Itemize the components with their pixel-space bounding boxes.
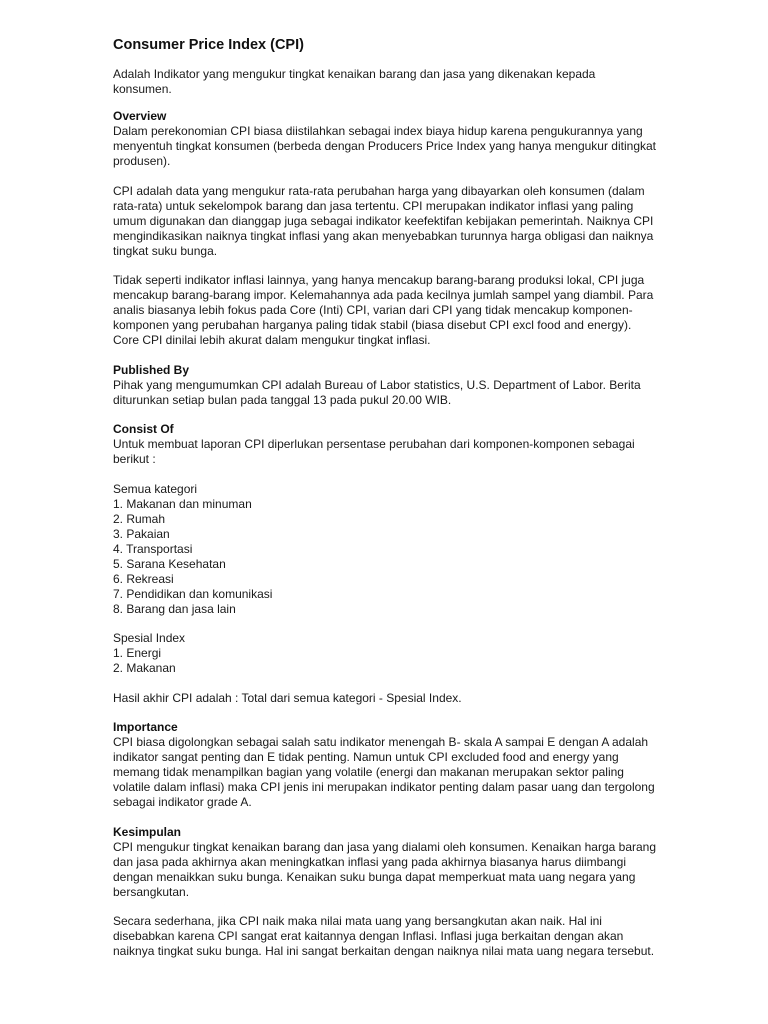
overview-paragraph-1: Dalam perekonomian CPI biasa diistilahkan sebagai index biaya hidup karena pengukurannya yang menyentuh tingkat konsumen (berbeda dengan Producers Price Index yang hanya mengukur ditingkat produsen). — [113, 124, 657, 168]
all-categories-items — [113, 497, 728, 617]
section-consist-of — [113, 422, 728, 706]
all-categories-list — [113, 482, 728, 617]
list-item: 2. Rumah — [113, 511, 166, 526]
section-published-by — [113, 363, 728, 408]
list-item: 6. Rekreasi — [113, 571, 174, 586]
section-importance — [113, 720, 728, 810]
overview-heading: Overview — [113, 109, 167, 123]
conclusion-paragraph-1: CPI mengukur tingkat kenaikan barang dan jasa yang dialami oleh konsumen. Kenaikan harga barang dan jasa pada akhirnya akan meningkatkan inflasi yang pada akhirnya biasanya harus diimbangi dengan menaikkan suku bunga. Kenaikan suku bunga dapat memperkuat mata uang negara yang bersangkutan. — [113, 839, 657, 899]
consist-of-paragraph: Untuk membuat laporan CPI diperlukan persentase perubahan dari komponen-komponen sebagai berikut : — [113, 437, 635, 466]
list-item: 1. Energi — [113, 646, 162, 660]
consist-of-heading: Consist Of — [113, 422, 174, 436]
overview-paragraph-2: CPI adalah data yang mengukur rata-rata perubahan harga yang dibayarkan oleh konsumen (dalam rata-rata) untuk sekelompok barang dan jasa tertentu. CPI merupakan indikator inflasi yang paling umum digunakan dan dianggap juga sebagai indikator keefektifan kebijakan pemerintah. Naiknya CPI mengindikasikan naiknya tingkat inflasi yang akan menyebabkan turunnya harga obligasi dan naiknya tingkat suku bunga. — [113, 183, 654, 258]
section-conclusion — [113, 825, 728, 960]
list-item: 7. Pendidikan dan komunikasi — [113, 586, 273, 601]
importance-heading: Importance — [113, 720, 178, 734]
conclusion-paragraph-2: Secara sederhana, jika CPI naik maka nilai mata uang yang bersangkutan akan naik. Hal ini disebabkan karena CPI sangat erat kaitannya dengan Inflasi. Inflasi juga berkaitan dengan akan naiknya tingkat suku bunga. Hal ini sangat berkaitan dengan naiknya nilai mata uang negara tersebut. — [113, 914, 655, 958]
importance-paragraph: CPI biasa digolongkan sebagai salah satu indikator menengah B- skala A sampai E dengan A adalah indikator sangat penting dan E tidak penting. Namun untuk CPI excluded food and energy yang memang tidak menampilkan bagian yang volatile (energi dan makanan merupakan sektor paling volatile dalam inflasi) maka CPI jenis ini merupakan indikator penting dalam pasar uang dan tergolong sebagai indikator grade A. — [113, 735, 655, 809]
overview-paragraph-3: Tidak seperti indikator inflasi lainnya, yang hanya mencakup barang-barang produksi lokal, CPI juga mencakup barang-barang impor. Kelemahannya ada pada kecilnya jumlah sampel yang diambil. Para analis biasanya lebih fokus pada Core (Inti) CPI, varian dari CPI yang tidak mencakup komponen-komponen yang perubahan harganya paling tidak stabil (biasa disebut CPI excl food and energy). Core CPI dinilai lebih akurat dalam mengukur tingkat inflasi. — [113, 273, 654, 347]
cpi-result-formula: Hasil akhir CPI adalah : Total dari semua kategori - Spesial Index. — [113, 690, 462, 705]
list-item: 4. Transportasi — [113, 541, 193, 556]
list-item: 5. Sarana Kesehatan — [113, 556, 226, 571]
list-item: 2. Makanan — [113, 661, 176, 675]
special-index-list — [113, 631, 728, 676]
section-overview — [113, 109, 728, 348]
published-by-paragraph: Pihak yang mengumumkan CPI adalah Bureau of Labor statistics, U.S. Department of Labor. Berita diturunkan setiap bulan pada tanggal 13 pada pukul 20.00 WIB. — [113, 377, 641, 407]
special-index-items — [113, 646, 728, 676]
list-item: 3. Pakaian — [113, 526, 170, 541]
conclusion-heading: Kesimpulan — [113, 824, 182, 839]
intro-paragraph: Adalah Indikator yang mengukur tingkat kenaikan barang dan jasa yang dikenakan kepada konsumen. — [113, 67, 596, 96]
list-item: 8. Barang dan jasa lain — [113, 601, 236, 616]
all-categories-title: Semua kategori — [113, 481, 198, 496]
list-item: 1. Makanan dan minuman — [113, 496, 252, 511]
document-title: Consumer Price Index (CPI) — [113, 37, 304, 53]
published-by-heading: Published By — [113, 362, 190, 377]
special-index-title: Spesial Index — [113, 631, 186, 645]
